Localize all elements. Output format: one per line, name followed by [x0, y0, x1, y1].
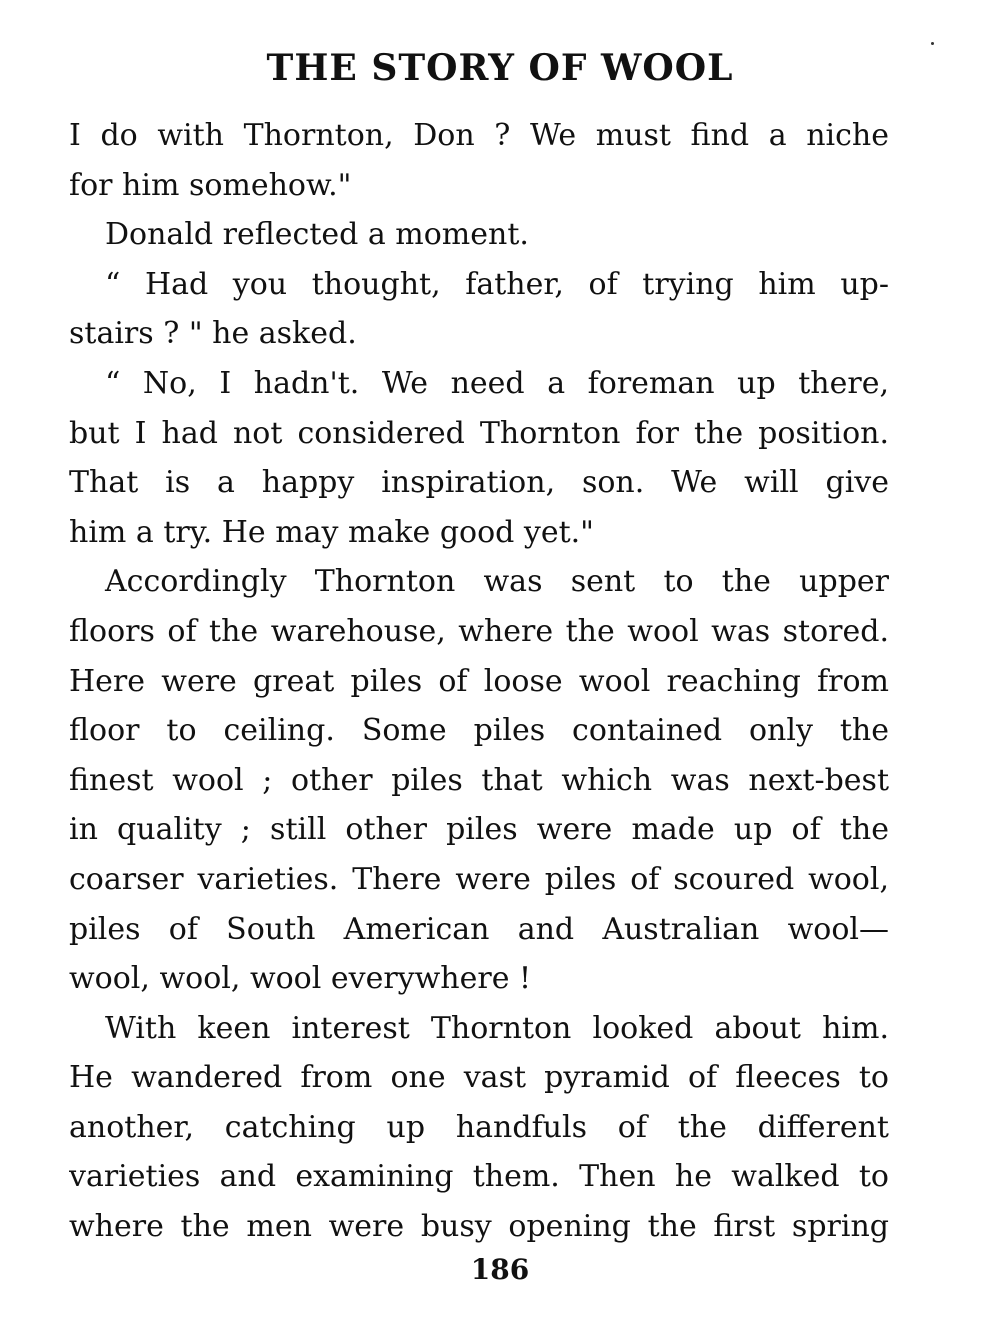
text-line: floors of the warehouse, where the wool was stored.	[69, 613, 889, 649]
text-line: He wandered from one vast pyramid of fleeces to	[69, 1060, 889, 1096]
text-line: but I had not considered Thornton for the position.	[69, 415, 889, 451]
body-text	[69, 111, 889, 1252]
text-line: where the men were busy opening the first spring	[69, 1209, 889, 1245]
text-line: in quality ; still other piles were made up of the	[69, 812, 889, 848]
text-line: Here were great piles of loose wool reaching from	[69, 663, 889, 699]
running-head-title: THE STORY OF WOOL	[266, 47, 734, 89]
text-line: him a try. He may make good yet."	[69, 514, 594, 550]
text-line: floor to ceiling. Some piles contained only the	[69, 713, 889, 749]
text-line: That is a happy inspiration, son. We will give	[69, 465, 889, 501]
text-line: another, catching up handfuls of the different	[69, 1109, 889, 1145]
text-line: I do with Thornton, Don ? We must find a niche	[69, 118, 889, 153]
text-line: varieties and examining them. Then he walked to	[69, 1159, 889, 1195]
text-line: piles of South American and Australian wool—	[69, 911, 889, 947]
text-line: “ No, I hadn't. We need a foreman up there,	[105, 365, 889, 401]
page-number: 186	[470, 1253, 530, 1286]
text-line: coarser varieties. There were piles of scoured wool,	[69, 861, 889, 897]
text-line: finest wool ; other piles that which was next-best	[69, 762, 889, 798]
text-line: With keen interest Thornton looked about him.	[105, 1010, 889, 1046]
text-line: stairs ? " he asked.	[69, 316, 357, 352]
text-line: for him somehow."	[69, 167, 352, 203]
text-line: “ Had you thought, father, of trying him up-	[105, 266, 889, 302]
text-line: Accordingly Thornton was sent to the upper	[105, 564, 889, 600]
text-line: Donald reflected a moment.	[105, 217, 529, 253]
text-line: wool, wool, wool everywhere !	[69, 961, 532, 997]
